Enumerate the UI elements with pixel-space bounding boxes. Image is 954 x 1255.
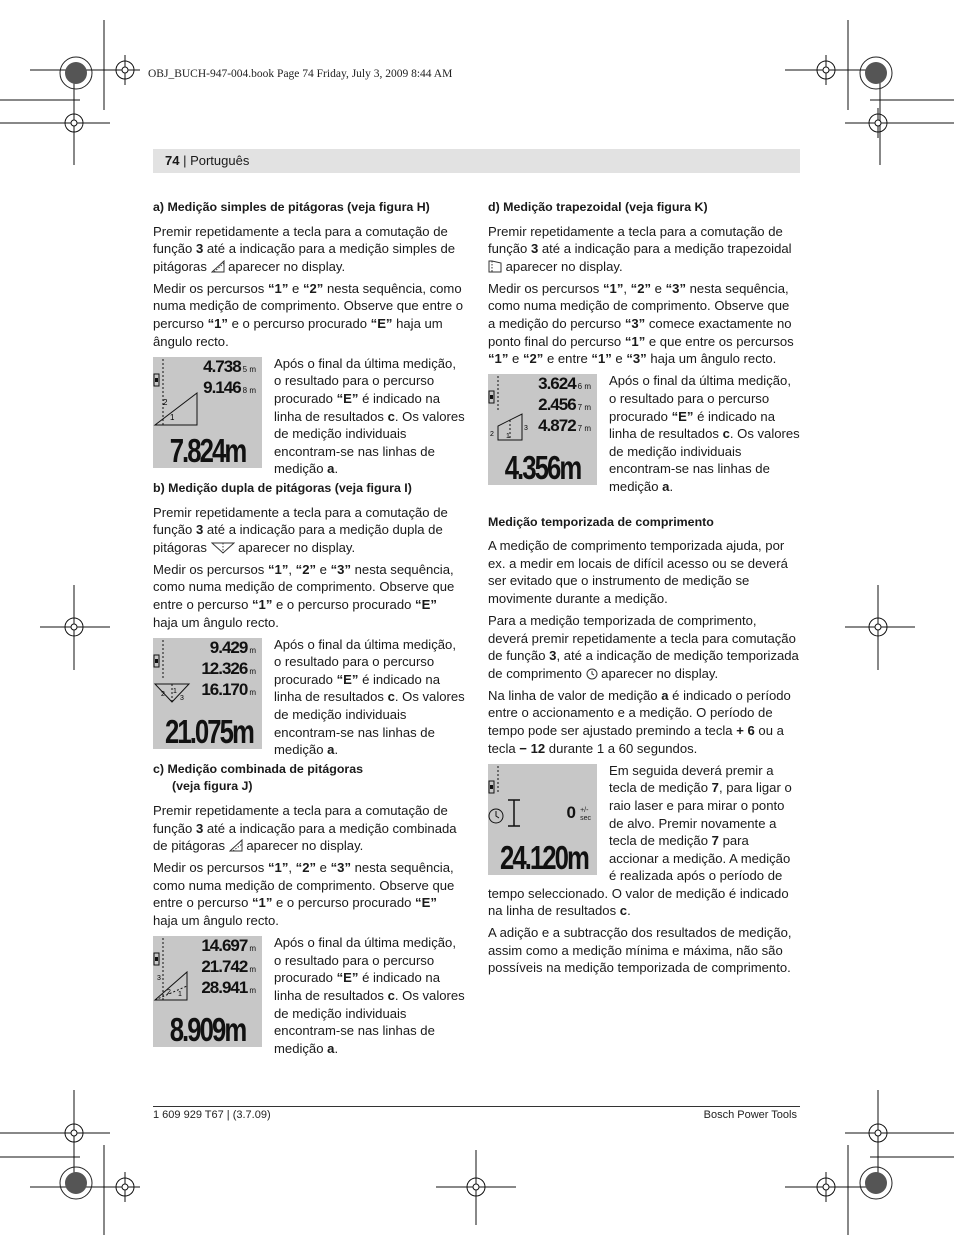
section-a-p2: Medir os percursos “1” e “2” nesta sequência, como numa medição de comprimento. Observe que entre o percurso “1” e o percurso procurado “E” haja um ângulo recto. (153, 280, 464, 349)
svg-text:1: 1 (178, 991, 182, 999)
footer-left: 1 609 929 T67 | (3.7.09) (153, 1109, 271, 1121)
section-b-heading: b) Medição dupla de pitágoras (veja figura I) (153, 480, 412, 495)
measurement-line-3: 16.170 m (201, 679, 256, 699)
timed-p1: A medição de comprimento temporizada ajuda, por ex. a medir em locais de difícil acesso ou se deverá ser evitado que o instrumento de medição se movimente durante a medição. (488, 538, 788, 606)
page-header: 74 | Português (165, 153, 250, 168)
svg-text:3: 3 (524, 425, 528, 433)
measurement-line-1: 9.429 m (209, 637, 256, 657)
figure-i-text: Após o final da última medição, o resultado para o percurso procurado “E” é indicado na linha de resultados c. Os valores de medição individuais encontram-se nas linhas de medição a. (274, 636, 465, 758)
timed-p2: Para a medição temporizada de comprimento, deverá premir repetidamente a tecla para comutação de função 3, até a indicação de medição temporizada de comprimento aparecer no display. (488, 612, 799, 681)
measurement-line-3: 4.872 7 m (538, 416, 591, 436)
svg-text:1: 1 (170, 412, 175, 422)
result-line: 24.120m (499, 838, 588, 876)
timed-figure-block (488, 762, 800, 920)
figure-h-block (153, 355, 465, 478)
trapezoid-icon (488, 260, 502, 273)
left-column (153, 199, 465, 1057)
section-c-heading: c) Medição combinada de pitágoras (veja figura J) (153, 761, 363, 794)
svg-text:2: 2 (167, 989, 171, 997)
pythagoras-simple-icon (211, 260, 225, 273)
footer-rule (153, 1106, 800, 1107)
measurement-line-3: 28.941 m (201, 978, 256, 998)
pythagoras-double-icon (211, 541, 235, 554)
svg-text:2: 2 (490, 431, 494, 439)
timer-unit: +/- sec (580, 806, 591, 822)
display-figure-j (153, 936, 262, 1047)
section-d-heading: d) Medição trapezoidal (veja figura K) (488, 200, 708, 214)
page-header-bar (153, 149, 800, 173)
measurement-line-1: 14.697 m (201, 936, 256, 956)
figure-k-block (488, 372, 800, 495)
svg-text:1: 1 (173, 687, 177, 695)
timed-measurement-heading: Medição temporizada de comprimento (488, 514, 714, 529)
svg-text:3: 3 (180, 694, 184, 702)
figure-j-block (153, 934, 465, 1057)
section-a-p1: Premir repetidamente a tecla para a comutação de função 3 até a indicação para a medição simples de pitágoras aparecer no display. (153, 223, 456, 274)
figure-i-block (153, 636, 465, 759)
svg-text:3: 3 (157, 975, 161, 983)
timed-p4: A adição e a subtracção dos resultados de medição, assim como a medição mínima e máxima, não são possíveis na medição temporizada de comprimento. (488, 925, 792, 976)
timer-icon (586, 668, 598, 680)
page-number: 74 (165, 153, 180, 168)
display-timed (488, 764, 597, 875)
svg-text:2: 2 (163, 397, 168, 407)
measurement-line-1: 4.738 5 m (203, 356, 256, 376)
display-figure-i (153, 638, 262, 749)
section-c-p1: Premir repetidamente a tecla para a comutação de função 3 até a indicação para a medição combinada de pitágoras aparecer no display. (153, 803, 457, 854)
svg-text:2: 2 (161, 690, 165, 698)
section-d-p2: Medir os percursos “1”, “2” e “3” nesta sequência, como numa medição de comprimento. Observe que a medição do percurso “3” comece exactamente no ponto final do percurso “1” e que entre os percursos “1” e “2” e entre “1” e “3” haja um ângulo recto. (488, 280, 794, 367)
figure-h-text: Após o final da última medição, o resultado para o percurso procurado “E” é indicado na linha de resultados c. Os valores de medição individuais encontram-se nas linhas de medição a. (274, 355, 465, 477)
figure-k-text: Após o final da última medição, o resultado para o percurso procurado “E” é indicado na linha de resultados c. Os valores de medição individuais encontram-se nas linhas de medição a. (609, 373, 800, 494)
right-column (488, 199, 800, 981)
measurement-line-2: 12.326 m (201, 658, 256, 678)
measurement-line-1: 3.624 6 m (538, 374, 591, 394)
result-line: 8.909m (169, 1011, 246, 1049)
result-line: 21.075m (164, 712, 253, 750)
display-figure-k (488, 374, 597, 485)
figure-j-text: Após o final da última medição, o resultado para o percurso procurado “E” é indicado na linha de resultados c. Os valores de medição individuais encontram-se nas linhas de medição a. (274, 935, 465, 1056)
result-line: 4.356m (504, 449, 581, 487)
section-b-p2: Medir os percursos “1”, “2” e “3” nesta sequência, como numa medição de comprimento. Observe que entre o percurso “1” e o percurso procurado “E” haja um ângulo recto. (153, 561, 455, 630)
section-d-p1: Premir repetidamente a tecla para a comutação de função 3 até a indicação para a medição trapezoidal aparecer no display. (488, 223, 792, 274)
section-a-heading: a) Medição simples de pitágoras (veja figura H) (153, 200, 430, 214)
measurement-line-2: 2.456 7 m (538, 395, 591, 415)
timed-p3: Na linha de valor de medição a é indicado o período entre o accionamento e a medição. O período de tempo pode ser ajustado premindo a tecla + 6 ou a tecla − 12 durante 1 a 60 segundos. (488, 687, 791, 756)
pythagoras-combined-icon (229, 839, 243, 852)
footer-right: Bosch Power Tools (703, 1109, 797, 1121)
section-c-p2: Medir os percursos “1”, “2” e “3” nesta sequência, como numa medição de comprimento. Observe que entre o percurso “1” e o percurso procurado “E” haja um ângulo recto. (153, 860, 455, 929)
svg-text:1: 1 (506, 433, 510, 441)
result-line: 7.824m (169, 431, 246, 469)
section-b-p1: Premir repetidamente a tecla para a comutação de função 3 até a indicação para a medição dupla de pitágoras aparecer no display. (153, 504, 448, 555)
timed-figure-text: Em seguida deverá premir a tecla de medição 7, para ligar o raio laser e para mirar o ponto de alvo. Premir novamente a tecla de medição 7 para accionar a medição. A medição é realizada após o período de tempo seleccionado. O valor de medição é indicado na linha de resultados c. (488, 762, 792, 919)
header-language: Português (190, 153, 250, 168)
print-info-line: OBJ_BUCH-947-004.book Page 74 Friday, July 3, 2009 8:44 AM (148, 68, 453, 80)
display-figure-h (153, 357, 262, 468)
measurement-line-2: 9.146 8 m (203, 377, 256, 397)
measurement-line-2: 21.742 m (201, 957, 256, 977)
timer-value: 0 (566, 802, 575, 822)
